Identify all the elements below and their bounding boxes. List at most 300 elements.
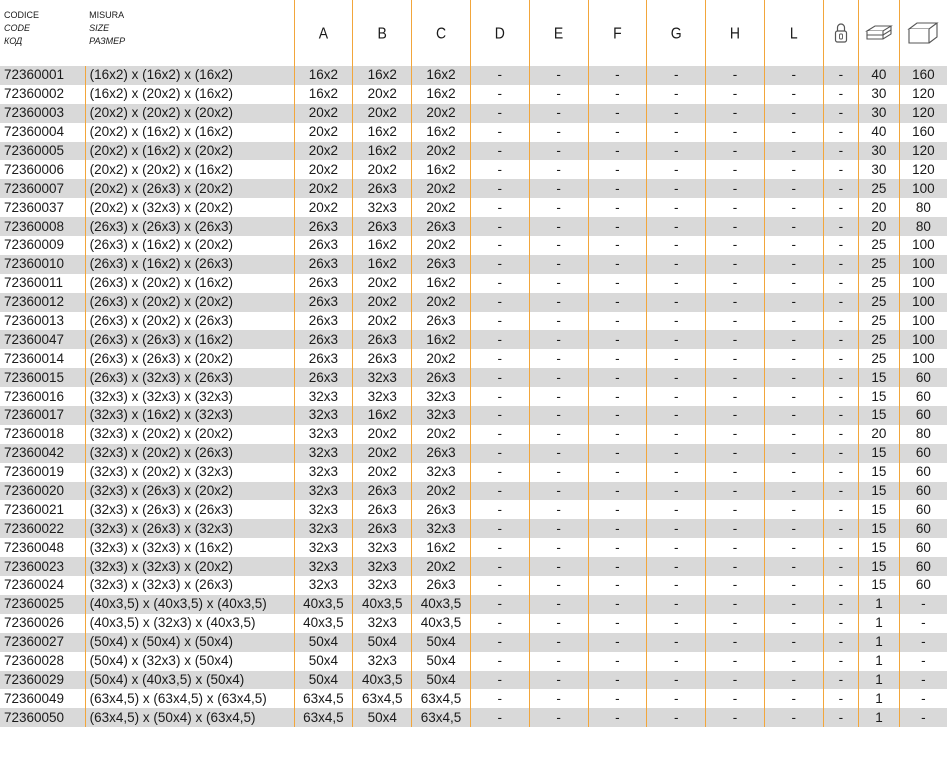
cell-code: 72360002 xyxy=(4,86,65,102)
cell-lock-qty: - xyxy=(823,236,858,255)
cell-size: (32x3) x (32x3) x (26x3) xyxy=(85,576,294,595)
cell-dim-g: - xyxy=(647,368,706,387)
cell-code: 72360011 xyxy=(4,275,64,291)
cell-dim-g: - xyxy=(647,633,706,652)
cell-dim-b: 20x2 xyxy=(353,293,412,312)
cell-dim-f: - xyxy=(588,425,647,444)
cell-size: (26x3) x (20x2) x (20x2) xyxy=(85,293,294,312)
cell-pack-qty: 15 xyxy=(859,387,900,406)
cell-dim-a: 26x3 xyxy=(294,330,353,349)
cell-box-qty: 60 xyxy=(899,519,947,538)
cell-dim-f: - xyxy=(588,708,647,727)
cell-dim-f: - xyxy=(588,236,647,255)
cell-dim-l: - xyxy=(764,255,823,274)
cell-size: (26x3) x (26x3) x (26x3) xyxy=(85,217,294,236)
cell-dim-f: - xyxy=(588,500,647,519)
cell-code: 72360003 xyxy=(0,104,85,123)
cell-code: 72360025 xyxy=(0,595,85,614)
cell-pack-qty: 15 xyxy=(859,500,900,519)
cell-pack-qty: 15 xyxy=(859,557,900,576)
cell-pack-qty: 1 xyxy=(859,652,900,671)
cell-dim-f: - xyxy=(588,123,647,142)
cell-dim-d: - xyxy=(470,595,529,614)
cell-lock-qty: - xyxy=(823,500,858,519)
cell-dim-c: 26x3 xyxy=(412,500,471,519)
cell-dim-e: - xyxy=(529,519,588,538)
cell-dim-e: - xyxy=(529,274,588,293)
cell-box-qty: - xyxy=(899,671,947,690)
cell-dim-l: - xyxy=(764,444,823,463)
cell-dim-f: - xyxy=(588,482,647,501)
cell-dim-l: - xyxy=(764,633,823,652)
header-code xyxy=(0,0,85,66)
cell-dim-c: 50x4 xyxy=(412,671,471,690)
cell-dim-h: - xyxy=(706,142,765,161)
cell-dim-e: - xyxy=(529,160,588,179)
cell-dim-c: 26x3 xyxy=(412,444,471,463)
cell-lock-qty: - xyxy=(823,633,858,652)
cell-box-qty: 100 xyxy=(899,179,947,198)
cell-box-qty: 120 xyxy=(899,104,947,123)
cell-dim-l: - xyxy=(764,708,823,727)
cell-dim-h: - xyxy=(706,255,765,274)
cell-dim-e: - xyxy=(529,255,588,274)
cell-dim-f: - xyxy=(588,406,647,425)
cell-dim-b: 32x3 xyxy=(353,538,412,557)
cell-dim-a: 16x2 xyxy=(294,66,353,85)
cell-dim-d: - xyxy=(470,66,529,85)
cell-lock-qty: - xyxy=(823,312,858,331)
cell-dim-g: - xyxy=(647,312,706,331)
cell-dim-b: 40x3,5 xyxy=(353,595,412,614)
cell-dim-a: 32x3 xyxy=(294,500,353,519)
cell-pack-qty: 20 xyxy=(859,217,900,236)
cell-dim-l: - xyxy=(764,274,823,293)
table-row xyxy=(0,123,947,142)
cell-box-qty: 120 xyxy=(899,160,947,179)
cell-dim-b: 26x3 xyxy=(353,519,412,538)
cell-dim-e: - xyxy=(529,349,588,368)
cell-dim-e: - xyxy=(529,66,588,85)
cell-dim-h: - xyxy=(706,274,765,293)
header-size-ru: РАЗМЕР xyxy=(89,36,126,46)
cell-dim-a: 32x3 xyxy=(294,463,353,482)
cell-code: 72360024 xyxy=(4,577,65,593)
cell-size: (26x3) x (16x2) x (26x3) xyxy=(85,255,294,274)
cell-dim-b: 32x3 xyxy=(353,614,412,633)
cell-pack-qty: 15 xyxy=(859,444,900,463)
cell-dim-f: - xyxy=(588,463,647,482)
cell-pack-qty: 25 xyxy=(859,330,900,349)
cell-lock-qty: - xyxy=(823,671,858,690)
cell-dim-d: - xyxy=(470,123,529,142)
cell-dim-l: - xyxy=(764,368,823,387)
cell-box-qty: 100 xyxy=(899,293,947,312)
cell-dim-h: - xyxy=(706,671,765,690)
cell-pack-qty: 15 xyxy=(859,519,900,538)
cell-dim-c: 32x3 xyxy=(412,406,471,425)
cell-box-qty: - xyxy=(899,633,947,652)
cell-dim-c: 40x3,5 xyxy=(412,595,471,614)
table-row xyxy=(0,217,947,236)
cell-lock-qty: - xyxy=(823,406,858,425)
cell-dim-b: 26x3 xyxy=(353,349,412,368)
cell-dim-a: 20x2 xyxy=(294,142,353,161)
cell-pack-qty: 1 xyxy=(859,595,900,614)
cell-dim-l: - xyxy=(764,236,823,255)
cell-code: 72360022 xyxy=(0,519,85,538)
cell-lock-qty: - xyxy=(823,274,858,293)
cell-dim-d: - xyxy=(470,482,529,501)
cell-size: (20x2) x (16x2) x (16x2) xyxy=(85,123,294,142)
cell-dim-f: - xyxy=(588,198,647,217)
cell-dim-b: 20x2 xyxy=(353,463,412,482)
cell-size: (26x3) x (20x2) x (26x3) xyxy=(85,312,294,331)
table-row xyxy=(0,652,947,671)
cell-box-qty: - xyxy=(899,652,947,671)
table-row xyxy=(0,557,947,576)
cell-size: (32x3) x (16x2) x (32x3) xyxy=(85,406,294,425)
cell-dim-b: 32x3 xyxy=(353,387,412,406)
cell-dim-a: 32x3 xyxy=(294,576,353,595)
cell-dim-h: - xyxy=(706,368,765,387)
cell-dim-l: - xyxy=(764,689,823,708)
cell-dim-a: 26x3 xyxy=(294,274,353,293)
cell-dim-h: - xyxy=(706,482,765,501)
cell-box-qty: 80 xyxy=(899,217,947,236)
cell-dim-b: 20x2 xyxy=(353,425,412,444)
cell-box-qty: 80 xyxy=(899,425,947,444)
cell-dim-d: - xyxy=(470,312,529,331)
table-row xyxy=(0,576,947,595)
cell-dim-l: - xyxy=(764,557,823,576)
cell-lock-qty: - xyxy=(823,463,858,482)
cell-dim-a: 32x3 xyxy=(294,387,353,406)
cell-dim-a: 20x2 xyxy=(294,160,353,179)
cell-dim-h: - xyxy=(706,160,765,179)
cell-dim-h: - xyxy=(706,557,765,576)
cell-dim-g: - xyxy=(647,104,706,123)
cell-dim-d: - xyxy=(470,198,529,217)
cell-dim-l: - xyxy=(764,330,823,349)
table-row xyxy=(0,274,947,293)
cell-code: 72360001 xyxy=(0,66,85,85)
cell-pack-qty: 25 xyxy=(859,312,900,331)
cell-size: (50x4) x (40x3,5) x (50x4) xyxy=(85,671,294,690)
cell-lock-qty: - xyxy=(823,368,858,387)
cell-dim-f: - xyxy=(588,576,647,595)
cell-size: (26x3) x (16x2) x (20x2) xyxy=(85,236,294,255)
cell-size: (16x2) x (16x2) x (16x2) xyxy=(85,66,294,85)
cell-pack-qty: 30 xyxy=(859,142,900,161)
header-code-it: CODICE xyxy=(4,10,40,20)
cell-lock-qty: - xyxy=(823,557,858,576)
cell-dim-l: - xyxy=(764,519,823,538)
cell-dim-c: 16x2 xyxy=(412,274,471,293)
cell-dim-h: - xyxy=(706,179,765,198)
cell-code: 72360016 xyxy=(4,388,65,404)
cell-dim-h: - xyxy=(706,444,765,463)
header-size-it: MISURA xyxy=(89,10,125,20)
table-row xyxy=(0,482,947,501)
cell-pack-qty: 15 xyxy=(859,463,900,482)
carton-box-icon xyxy=(899,0,947,66)
cell-code: 72360007 xyxy=(0,179,85,198)
cell-size: (63x4,5) x (63x4,5) x (63x4,5) xyxy=(85,689,294,708)
cell-dim-g: - xyxy=(647,123,706,142)
cell-dim-d: - xyxy=(470,557,529,576)
cell-dim-e: - xyxy=(529,576,588,595)
cell-dim-b: 32x3 xyxy=(353,652,412,671)
header-l: L xyxy=(764,0,823,66)
table-row xyxy=(0,368,947,387)
cell-dim-d: - xyxy=(470,425,529,444)
table-row xyxy=(0,236,947,255)
cell-dim-a: 32x3 xyxy=(294,406,353,425)
cell-dim-e: - xyxy=(529,217,588,236)
cell-dim-c: 63x4,5 xyxy=(412,708,471,727)
cell-dim-h: - xyxy=(706,538,765,557)
cell-dim-g: - xyxy=(647,482,706,501)
cell-dim-g: - xyxy=(647,255,706,274)
cell-dim-e: - xyxy=(529,312,588,331)
table-row xyxy=(0,349,947,368)
cell-dim-l: - xyxy=(764,349,823,368)
table-row xyxy=(0,425,947,444)
cell-dim-a: 63x4,5 xyxy=(294,689,353,708)
cell-dim-h: - xyxy=(706,349,765,368)
cell-box-qty: - xyxy=(899,689,947,708)
cell-code: 72360017 xyxy=(0,406,85,425)
cell-dim-c: 26x3 xyxy=(412,255,471,274)
cell-dim-l: - xyxy=(764,614,823,633)
header-code-en: CODE xyxy=(4,23,31,33)
cell-dim-g: - xyxy=(647,576,706,595)
cell-dim-h: - xyxy=(706,387,765,406)
cell-code: 72360021 xyxy=(4,501,65,517)
cell-dim-e: - xyxy=(529,444,588,463)
cell-dim-c: 20x2 xyxy=(412,236,471,255)
cell-dim-c: 26x3 xyxy=(412,217,471,236)
cell-dim-c: 32x3 xyxy=(412,463,471,482)
cell-dim-g: - xyxy=(647,387,706,406)
cell-pack-qty: 20 xyxy=(859,425,900,444)
cell-pack-qty: 40 xyxy=(859,66,900,85)
cell-box-qty: 60 xyxy=(899,463,947,482)
cell-dim-g: - xyxy=(647,406,706,425)
cell-dim-g: - xyxy=(647,179,706,198)
cell-dim-d: - xyxy=(470,104,529,123)
cell-dim-d: - xyxy=(470,330,529,349)
cell-lock-qty: - xyxy=(823,179,858,198)
cell-dim-d: - xyxy=(470,387,529,406)
cell-pack-qty: 1 xyxy=(859,671,900,690)
cell-code: 72360049 xyxy=(4,690,65,706)
cell-dim-h: - xyxy=(706,236,765,255)
cell-size: (32x3) x (20x2) x (32x3) xyxy=(85,463,294,482)
cell-dim-f: - xyxy=(588,160,647,179)
cell-dim-h: - xyxy=(706,500,765,519)
cell-box-qty: 160 xyxy=(899,66,947,85)
cell-dim-d: - xyxy=(470,671,529,690)
table-row xyxy=(0,387,947,406)
cell-dim-c: 20x2 xyxy=(412,142,471,161)
cell-dim-a: 26x3 xyxy=(294,368,353,387)
cell-dim-b: 50x4 xyxy=(353,708,412,727)
cell-dim-g: - xyxy=(647,557,706,576)
cell-dim-h: - xyxy=(706,217,765,236)
cell-dim-g: - xyxy=(647,66,706,85)
cell-pack-qty: 15 xyxy=(859,482,900,501)
cell-dim-a: 26x3 xyxy=(294,255,353,274)
padlock-icon xyxy=(823,0,858,66)
cell-code: 72360009 xyxy=(4,237,65,253)
cell-dim-d: - xyxy=(470,85,529,104)
cell-lock-qty: - xyxy=(823,689,858,708)
cell-dim-b: 32x3 xyxy=(353,557,412,576)
cell-dim-b: 20x2 xyxy=(353,274,412,293)
cell-size: (32x3) x (26x3) x (32x3) xyxy=(85,519,294,538)
table-row xyxy=(0,689,947,708)
cell-dim-l: - xyxy=(764,482,823,501)
cell-dim-g: - xyxy=(647,519,706,538)
cell-dim-e: - xyxy=(529,689,588,708)
cell-box-qty: 100 xyxy=(899,349,947,368)
cell-dim-a: 40x3,5 xyxy=(294,614,353,633)
cell-dim-f: - xyxy=(588,330,647,349)
cell-dim-e: - xyxy=(529,293,588,312)
cell-box-qty: 60 xyxy=(899,557,947,576)
cell-dim-d: - xyxy=(470,293,529,312)
cell-dim-e: - xyxy=(529,123,588,142)
cell-dim-a: 50x4 xyxy=(294,652,353,671)
cell-dim-c: 32x3 xyxy=(412,387,471,406)
cell-dim-e: - xyxy=(529,671,588,690)
cell-dim-e: - xyxy=(529,425,588,444)
cell-dim-g: - xyxy=(647,198,706,217)
cell-dim-l: - xyxy=(764,104,823,123)
cell-box-qty: 60 xyxy=(899,444,947,463)
cell-size: (26x3) x (26x3) x (16x2) xyxy=(85,330,294,349)
cell-dim-b: 16x2 xyxy=(353,406,412,425)
table-row xyxy=(0,519,947,538)
cell-dim-e: - xyxy=(529,557,588,576)
cell-lock-qty: - xyxy=(823,349,858,368)
cell-dim-b: 16x2 xyxy=(353,236,412,255)
cell-dim-g: - xyxy=(647,425,706,444)
cell-dim-d: - xyxy=(470,255,529,274)
table-row xyxy=(0,444,947,463)
cell-dim-l: - xyxy=(764,179,823,198)
cell-dim-e: - xyxy=(529,368,588,387)
table-row xyxy=(0,255,947,274)
cell-box-qty: 100 xyxy=(899,274,947,293)
cell-dim-l: - xyxy=(764,406,823,425)
cell-dim-d: - xyxy=(470,652,529,671)
cell-dim-b: 26x3 xyxy=(353,179,412,198)
cell-dim-e: - xyxy=(529,595,588,614)
cell-dim-l: - xyxy=(764,312,823,331)
table-row xyxy=(0,633,947,652)
cell-lock-qty: - xyxy=(823,123,858,142)
cell-dim-d: - xyxy=(470,633,529,652)
cell-pack-qty: 15 xyxy=(859,406,900,425)
table-row xyxy=(0,671,947,690)
cell-dim-d: - xyxy=(470,160,529,179)
cell-code: 72360042 xyxy=(0,444,85,463)
header-h: H xyxy=(706,0,765,66)
cell-lock-qty: - xyxy=(823,425,858,444)
cell-lock-qty: - xyxy=(823,217,858,236)
cell-dim-c: 26x3 xyxy=(412,368,471,387)
cell-lock-qty: - xyxy=(823,482,858,501)
cell-size: (63x4,5) x (50x4) x (63x4,5) xyxy=(85,708,294,727)
cell-pack-qty: 15 xyxy=(859,368,900,387)
cell-size: (50x4) x (50x4) x (50x4) xyxy=(85,633,294,652)
cell-pack-qty: 15 xyxy=(859,538,900,557)
cell-box-qty: 120 xyxy=(899,142,947,161)
cell-dim-c: 26x3 xyxy=(412,576,471,595)
cell-dim-d: - xyxy=(470,614,529,633)
cell-dim-f: - xyxy=(588,689,647,708)
cell-dim-g: - xyxy=(647,330,706,349)
cell-size: (26x3) x (26x3) x (20x2) xyxy=(85,349,294,368)
cell-dim-h: - xyxy=(706,463,765,482)
cell-dim-e: - xyxy=(529,236,588,255)
cell-dim-d: - xyxy=(470,576,529,595)
cell-size: (32x3) x (32x3) x (32x3) xyxy=(85,387,294,406)
cell-code: 72360037 xyxy=(4,199,65,215)
cell-dim-h: - xyxy=(706,595,765,614)
cell-dim-f: - xyxy=(588,217,647,236)
cell-dim-a: 26x3 xyxy=(294,236,353,255)
table-row xyxy=(0,66,947,85)
cell-pack-qty: 25 xyxy=(859,349,900,368)
cell-dim-f: - xyxy=(588,142,647,161)
cell-dim-l: - xyxy=(764,142,823,161)
cell-dim-c: 63x4,5 xyxy=(412,689,471,708)
cell-dim-b: 32x3 xyxy=(353,576,412,595)
cell-dim-b: 20x2 xyxy=(353,104,412,123)
cell-dim-l: - xyxy=(764,576,823,595)
cell-lock-qty: - xyxy=(823,330,858,349)
cell-dim-e: - xyxy=(529,104,588,123)
cell-pack-qty: 1 xyxy=(859,689,900,708)
cell-lock-qty: - xyxy=(823,142,858,161)
cell-dim-l: - xyxy=(764,123,823,142)
cell-dim-c: 16x2 xyxy=(412,330,471,349)
cell-dim-c: 16x2 xyxy=(412,123,471,142)
cell-dim-f: - xyxy=(588,633,647,652)
cell-dim-b: 40x3,5 xyxy=(353,671,412,690)
cell-dim-f: - xyxy=(588,368,647,387)
cell-size: (32x3) x (20x2) x (20x2) xyxy=(85,425,294,444)
cell-box-qty: 100 xyxy=(899,236,947,255)
cell-dim-a: 32x3 xyxy=(294,557,353,576)
cell-lock-qty: - xyxy=(823,538,858,557)
cell-dim-b: 20x2 xyxy=(353,312,412,331)
header-c: C xyxy=(412,0,471,66)
cell-dim-c: 20x2 xyxy=(412,482,471,501)
header-size xyxy=(85,0,294,66)
cell-box-qty: 160 xyxy=(899,123,947,142)
cell-dim-a: 20x2 xyxy=(294,123,353,142)
cell-dim-e: - xyxy=(529,142,588,161)
table-row xyxy=(0,142,947,161)
cell-dim-l: - xyxy=(764,538,823,557)
cell-size: (16x2) x (20x2) x (16x2) xyxy=(85,85,294,104)
cell-box-qty: 100 xyxy=(899,255,947,274)
